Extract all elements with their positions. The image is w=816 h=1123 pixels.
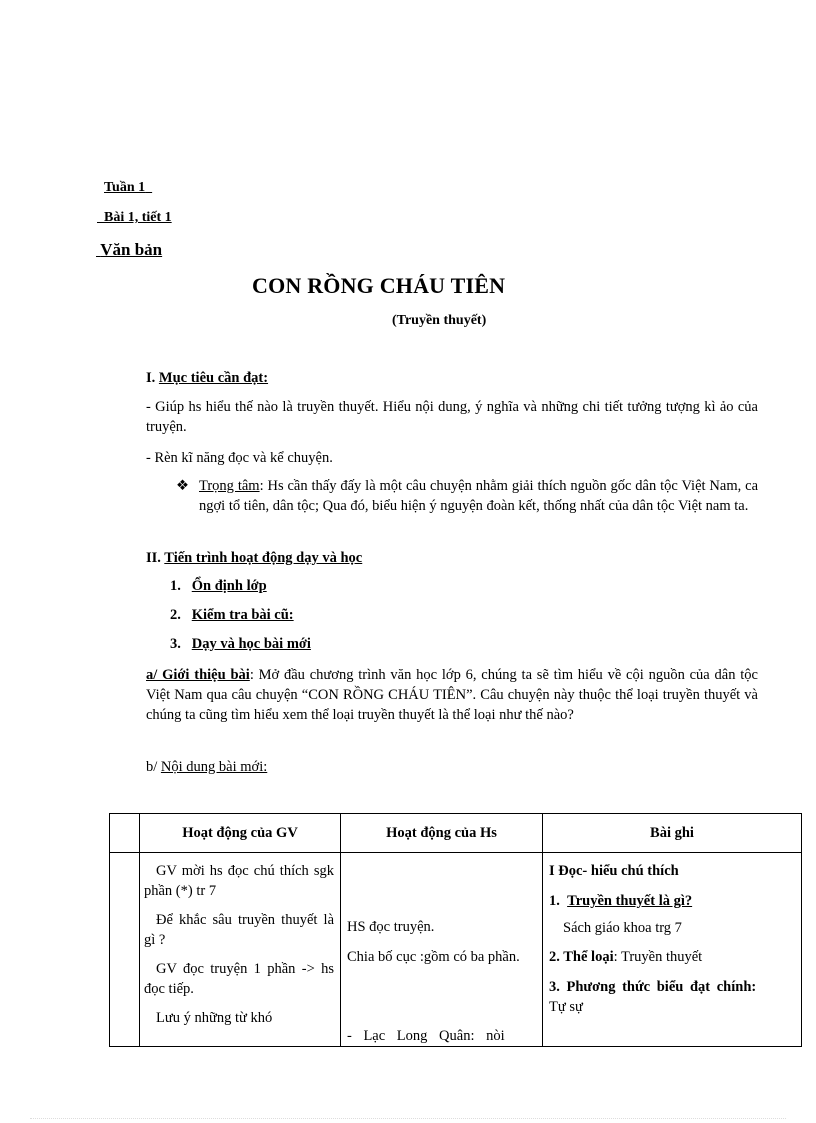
week-label: Tuần 1 xyxy=(104,180,146,195)
section1-para1: - Giúp hs hiểu thế nào là truyền thuyết. Hiểu nội dung, ý nghĩa và những chi tiết tưởng tượng kì ảo của truyện. xyxy=(146,399,758,435)
gv-activity: Để khắc sâu truyền thuyết là gì ? xyxy=(144,912,334,948)
lesson-label: Bài 1, tiết 1 xyxy=(104,210,172,225)
gv-activity: GV đọc truyện 1 phần -> hs đọc tiếp. xyxy=(144,961,334,997)
gv-activity: Lưu ý những từ khó xyxy=(156,1010,273,1026)
hs-activity: Chia bố cục :gồm có ba phần. xyxy=(347,949,520,965)
table-header-row xyxy=(110,814,802,853)
focus-label: Trọng tâm xyxy=(199,478,260,494)
notes-item2: 2. Thể loại: Truyền thuyết xyxy=(549,949,703,965)
step-item: 2. Kiểm tra bài cũ: xyxy=(170,607,294,623)
notes-item3-text: Tự sự xyxy=(549,999,583,1015)
hs-activity: - Lạc Long Quân: nòi xyxy=(347,1028,505,1044)
notes-item1-answer: Sách giáo khoa trg 7 xyxy=(563,920,682,936)
table-header-cell: Hoạt động của GV xyxy=(140,814,341,853)
table-header-cell: Bài ghi xyxy=(543,814,802,853)
page-subtitle: (Truyền thuyết) xyxy=(392,313,487,328)
hs-activity-cell xyxy=(341,853,543,1047)
notes-section-title: I Đọc- hiểu chú thích xyxy=(549,863,679,879)
notes-item1: 1. Truyền thuyết là gì? xyxy=(549,893,693,909)
section1-para2: - Rèn kĩ năng đọc và kể chuyện. xyxy=(146,450,333,466)
gv-activity-cell xyxy=(140,853,341,1047)
notes-item3: 3. Phương thức biểu đạt chính: xyxy=(549,979,757,995)
section2-heading: II. Tiến trình hoạt động dạy và học xyxy=(146,550,363,566)
gv-activity: GV mời hs đọc chú thích sgk phần (*) tr 7 xyxy=(144,863,334,899)
step-item: 3. Dạy và học bài mới xyxy=(170,636,311,652)
table-header-cell xyxy=(110,814,140,853)
page-bottom-divider xyxy=(30,1118,786,1119)
content-heading: b/ Nội dung bài mới: xyxy=(146,759,268,775)
notes-cell xyxy=(543,853,802,1047)
section1-heading: I. Mục tiêu cần đạt: xyxy=(146,370,269,386)
intro-text: : Mở đầu chương trình văn học lớp 6, chúng ta sẽ tìm hiểu về cội nguồn của dân tộc Việt Nam qua câu chuyện “CON RỒNG CHÁU TIÊN”. Câu chuyện này thuộc thể loại truyền thuyết và chúng ta cũng tìm hiểu xem thể loại truyền thuyết là thể loại như thế nào? xyxy=(146,667,758,723)
text-type-label: Văn bản xyxy=(100,240,163,259)
table-header-cell: Hoạt động của Hs xyxy=(341,814,543,853)
step-item: 1. Ổn định lớp xyxy=(170,578,267,594)
focus-text: : Hs cần thấy đấy là một câu chuyện nhằm giải thích nguồn gốc dân tộc Việt Nam, ca ngợi tổ tiên, dân tộc; Qua đó, biểu hiện ý nguyện đoàn kết, thống nhất của dân tộc Việt nam ta. xyxy=(199,478,758,514)
lesson-table xyxy=(109,813,802,1047)
intro-label: a/ Giới thiệu bài xyxy=(146,667,250,683)
diamond-bullet-icon: ❖ xyxy=(176,478,189,494)
table-row xyxy=(110,853,802,1047)
hs-activity: HS đọc truyện. xyxy=(347,919,435,935)
focus-paragraph xyxy=(199,476,758,516)
table-cell-empty xyxy=(110,853,140,1047)
intro-paragraph xyxy=(146,665,758,725)
page-title: CON RỒNG CHÁU TIÊN xyxy=(252,273,506,298)
